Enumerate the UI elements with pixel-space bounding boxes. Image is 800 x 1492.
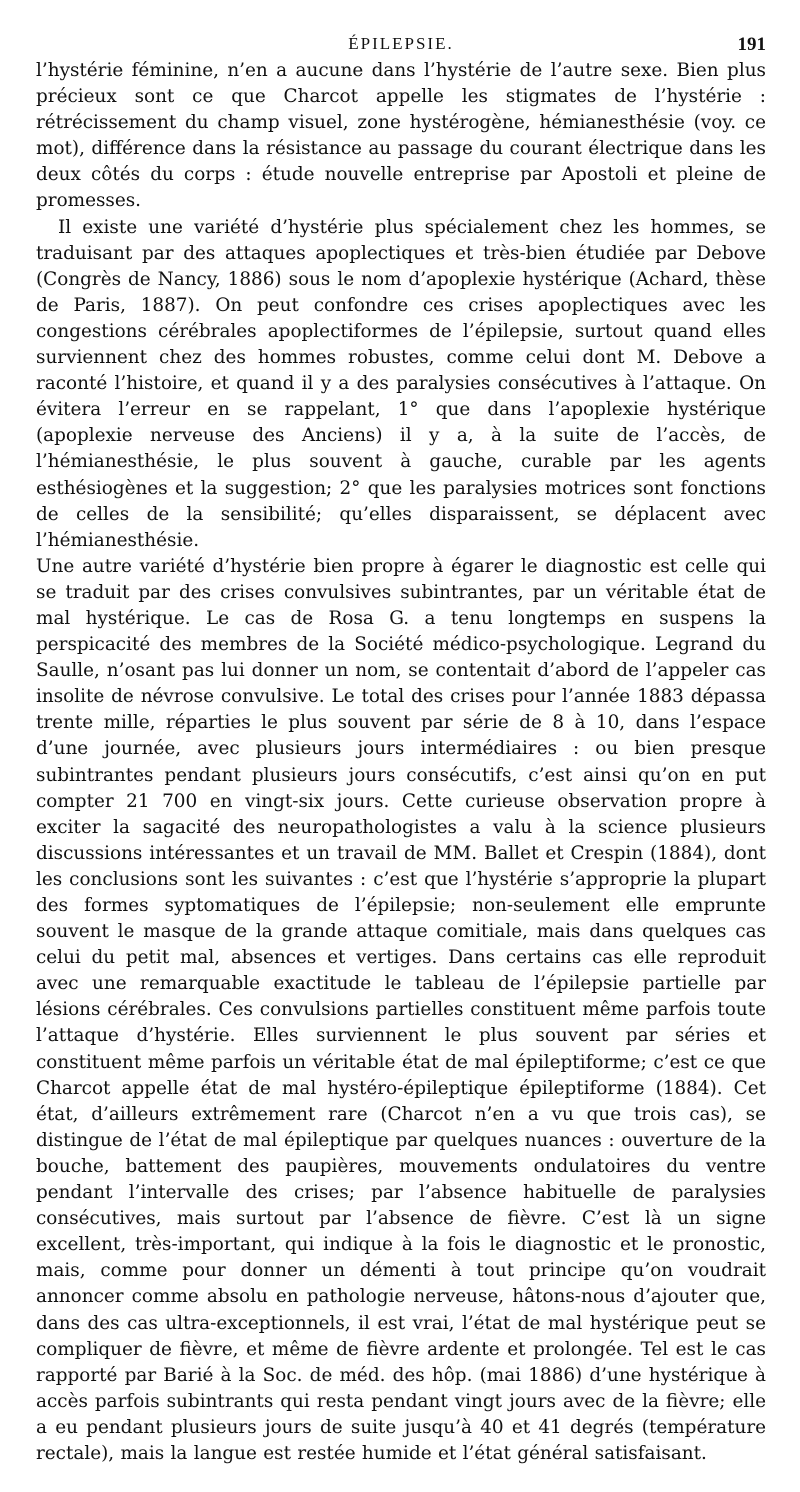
paragraph-etat-de-mal-hysterique: Une autre variété d’hystérie bien propre à égarer le diagnostic est celle qui se traduit par des crises convulsives subintrantes, par un véritable état de mal hystérique. Le cas de Rosa G. a tenu longtemps en suspens la perspicacité des membres de la Société médico-psychologique. Legrand du Saulle, n’osant pas lui donner un nom, se contentait d’abord de l’appeler cas insolite de névrose convulsive. Le total des crises pour l’année 1883 dépassa trente mille, réparties le plus souvent par série de 8 à 10, dans l’espace d’une journée, avec plusieurs jours intermédiaires : ou bien presque subintrantes pendant plusieurs jours consécutifs, c’est ainsi qu’on en put compter 21 700 en vingt-six jours. Cette curieuse observation propre à exciter la sagacité des neuropathologistes a valu à la science plusieurs discussions intéressantes et un travail de MM. Ballet et Crespin (1884), dont les conclusions sont les suivantes : c’est que l’hystérie s’approprie la plupart des formes syptomatiques de l’épilepsie; non-seulement elle emprunte souvent le masque de la grande attaque comitiale, mais dans quelques cas celui du petit mal, absences et vertiges. Dans certains cas elle reproduit avec une remarquable exactitude le tableau de l’épilepsie partielle par lésions cérébrales. Ces convulsions partielles constituent même parfois toute l’attaque d’hystérie. Elles surviennent le plus souvent par séries et constituent même parfois un véritable état de mal épileptiforme; c’est ce que Charcot appelle état de mal hystéro-épileptique épileptiforme (1884). Cet état, d’ailleurs extrêmement rare (Charcot n’en a vu que trois cas), se distingue de l’état de mal épileptique par quelques nuances : ouverture de la bouche, battement des paupières, mouvements ondulatoires du ventre pendant l’intervalle des crises; par l’absence habituelle de paralysies consécutives, mais surtout par l’absence de fièvre. C’est là un signe excellent, très-important, qui indique à la fois le diagnostic et le pronostic, mais, comme pour donner un démenti à tout principe qu’on voudrait annoncer comme absolu en pathologie nerveuse, hâtons-nous d’ajouter que, dans des cas ultra-exceptionnels, il est vrai, l’état de mal hystérique peut se compliquer de fièvre, et même de fièvre ardente et prolongée. Tel est le cas rapporté par Barié à la Soc. de méd. des hôp. (mai 1886) d’une hystérique à accès parfois subintrants qui resta pendant vingt jours avec de la fièvre; elle a eu pendant plusieurs jours de suite jusqu’à 40 et 41 degrés (température rectale), mais la langue est restée humide et l’état général satisfaisant. [36,555,766,1464]
book-page [36,28,766,1467]
paragraph-continuation: l’hystérie féminine, n’en a aucune dans l’hystérie de l’autre sexe. Bien plus précieux sont ce que Charcot appelle les stigmates de l’hystérie : rétrécissement du champ visuel, zone hystérogène, hémianesthésie (voy. ce mot), différence dans la résistance au passage du courant électrique dans les deux côtés du corps : étude nouvelle entreprise par Apostoli et pleine de promesses. [36,60,766,212]
paragraph-apoplexie-hysterique: Il existe une variété d’hystérie plus spécialement chez les hommes, se traduisant par des attaques apoplectiques et très-bien étudiée par Debove (Congrès de Nancy, 1886) sous le nom d’apoplexie hystérique (Achard, thèse de Paris, 1887). On peut confondre ces crises apoplectiques avec les congestions cérébrales apoplectiformes de l’épilepsie, surtout quand elles surviennent chez des hommes robustes, comme celui dont M. Debove a raconté l’histoire, et quand il y a des paralysies consécutives à l’attaque. On évitera l’erreur en se rappelant, 1° que dans l’apoplexie hystérique (apoplexie nerveuse des Anciens) il y a, à la suite de l’accès, de l’hémianesthésie, le plus souvent à gauche, curable par les agents esthésiogènes et la suggestion; 2° que les paralysies motrices sont fonctions de celles de la sensibilité; qu’elles disparaissent, se déplacent avec l’hémianesthésie. [36,216,766,551]
running-head: ÉPILEPSIE. [348,34,454,53]
page-header [36,28,766,58]
body-text [36,58,766,1467]
page-number: 191 [737,34,766,55]
